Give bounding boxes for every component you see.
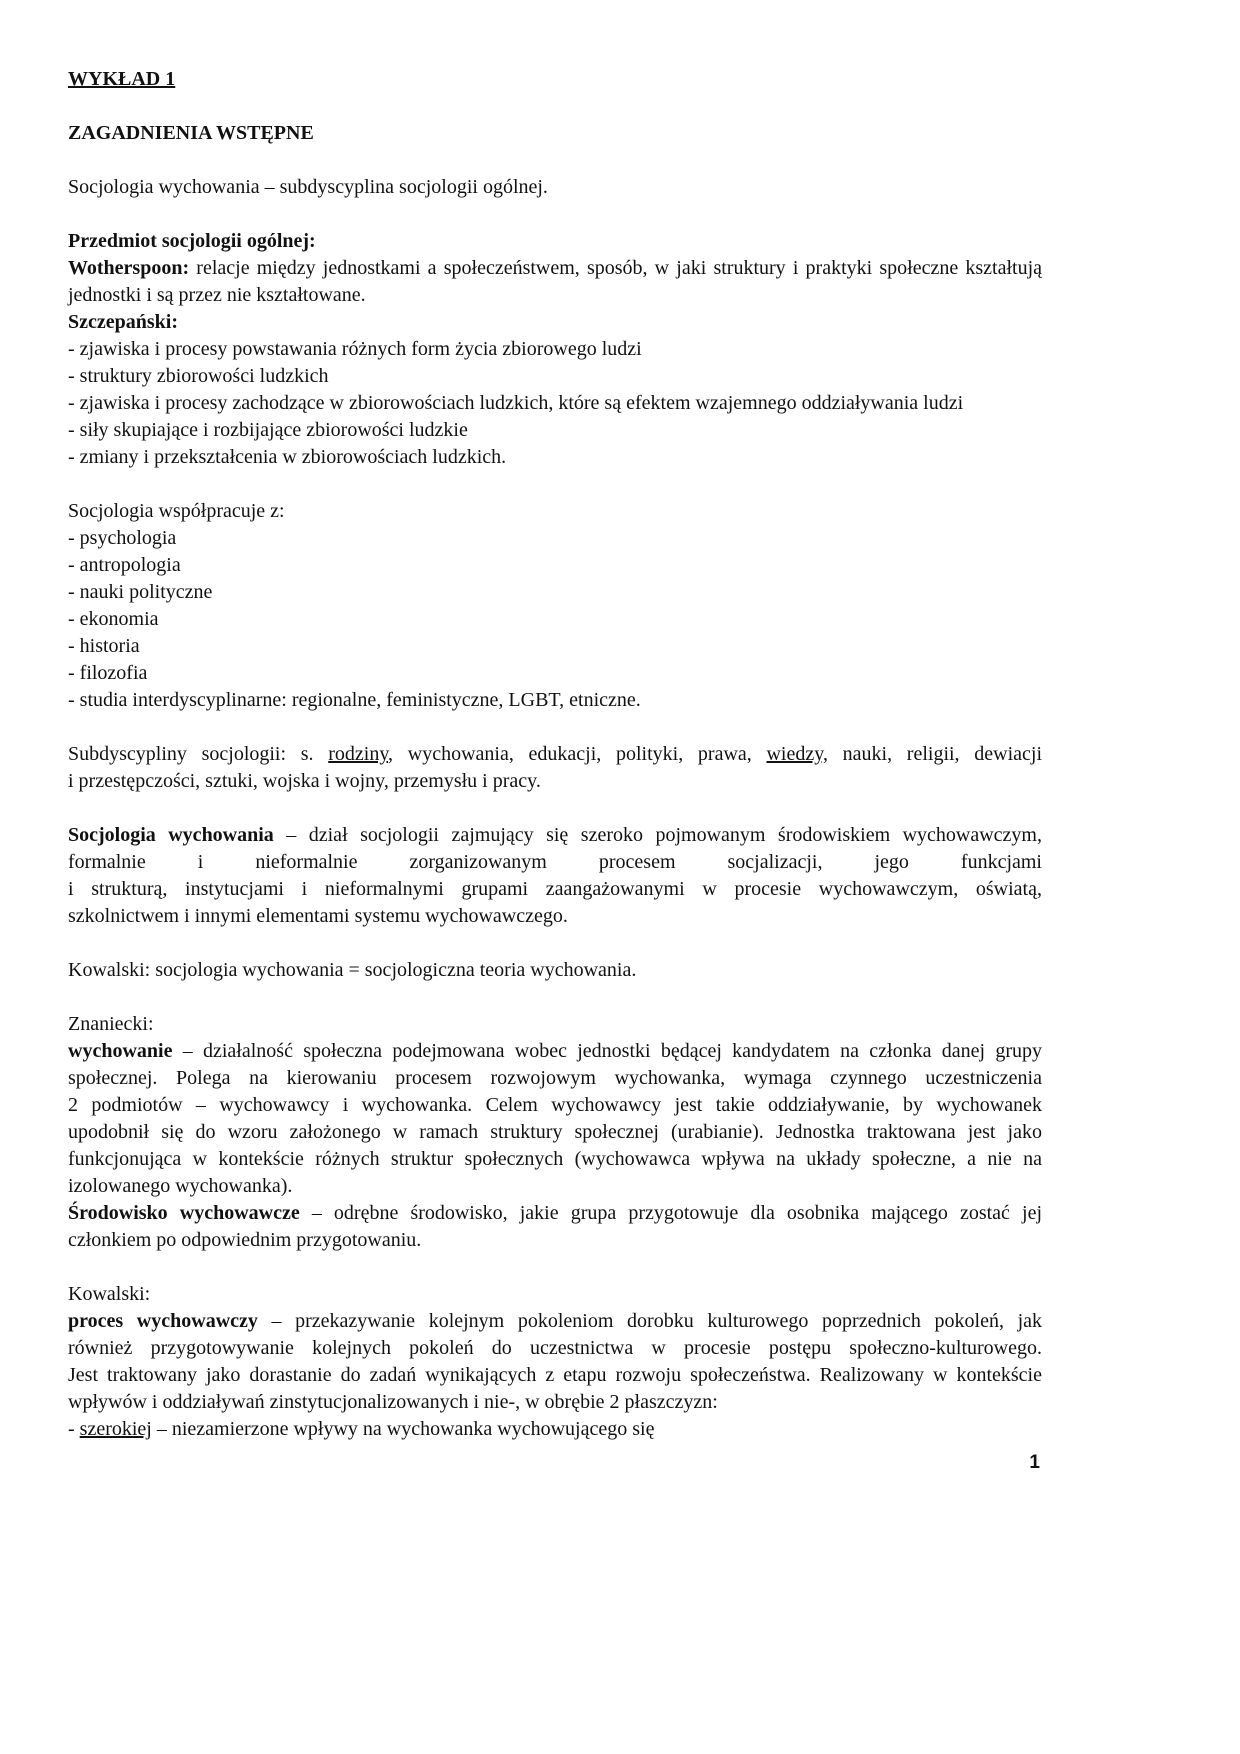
text-line [68,1011,1042,1038]
blank-line [68,93,1042,120]
text-line [68,255,1042,282]
text-segment: formalnie i nieformalnie zorganizowanym procesem socjalizacji, jego funkcjami [68,851,1042,873]
underlined-text: szerokiej [79,1418,152,1440]
blank-line [68,714,1042,741]
text-segment: - zjawiska i procesy zachodzące w zbiorowościach ludzkich, które są efektem wzajemnego oddziaływania ludzi [68,392,964,414]
text-line [68,1038,1042,1065]
text-line [68,1119,1042,1146]
text-segment: nauki, religii, dewiacji [827,743,1042,765]
text-segment: Socjologia wychowania – subdyscyplina socjologii ogólnej. [68,176,548,198]
text-segment: również przygotowywanie kolejnych pokoleń do uczestnictwa w procesie postępu społeczno-kulturowego. [68,1337,1042,1359]
text-line [68,174,1042,201]
document-page [68,66,1042,1443]
text-line [68,336,1042,363]
text-segment: jednostki i są przez nie kształtowane. [68,284,366,306]
text-segment: – odrębne środowisko, jakie grupa przygotowuje dla osobnika mającego zostać jej [299,1202,1042,1224]
text-segment: - studia interdyscyplinarne: regionalne, feministyczne, LGBT, etniczne. [68,689,641,711]
text-segment: relacje między jednostkami a społeczeństwem, sposób, w jaki struktury i praktyki społeczne kształtują [189,257,1042,279]
text-segment: upodobnił się do wzoru założonego w ramach struktury społecznej (urabianie). Jednostka traktowana jest jako [68,1121,1042,1143]
text-segment: - nauki polityczne [68,581,213,603]
text-segment: społecznej. Polega na kierowaniu procesem rozwojowym wychowanka, wymaga czynnego uczestniczenia [68,1067,1042,1089]
text-segment: Jest traktowany jako dorastanie do zadań wynikających z etapu rozwoju społeczeństwa. Realizowany w kontekście [68,1364,1042,1386]
text-segment: Subdyscypliny socjologii: s. [68,743,329,765]
text-segment: - zmiany i przekształcenia w zbiorowościach ludzkich. [68,446,507,468]
text-line [68,1281,1042,1308]
text-segment: – działalność społeczna podejmowana wobec jednostki będącej kandydatem na członka danej grupy [172,1040,1042,1062]
text-line [68,1146,1042,1173]
text-line [68,1416,1042,1443]
blank-line [68,930,1042,957]
text-segment: i przestępczości, sztuki, wojska i wojny, przemysłu i pracy. [68,770,541,792]
text-line [68,768,1042,795]
text-line [68,120,1042,147]
text-line [68,822,1042,849]
text-segment: członkiem po odpowiednim przygotowaniu. [68,1229,422,1251]
text-segment: wpływów i oddziaływań zinstytucjonalizowanych i nie-, w obrębie 2 płaszczyzn: [68,1391,718,1413]
text-segment: Kowalski: socjologia wychowania = socjologiczna teoria wychowania. [68,959,637,981]
text-segment: - psychologia [68,527,177,549]
text-line [68,1389,1042,1416]
text-line [68,660,1042,687]
text-line [68,498,1042,525]
text-line [68,1173,1042,1200]
text-segment: - siły skupiające i rozbijające zbiorowości ludzkie [68,419,468,441]
text-segment: izolowanego wychowanka). [68,1175,293,1197]
text-line [68,741,1042,768]
bold-term: WYKŁAD 1 [68,68,176,90]
text-line [68,66,1042,93]
bold-term: Środowisko wychowawcze [68,1202,300,1224]
text-line [68,957,1042,984]
text-line [68,390,1042,417]
text-line [68,525,1042,552]
underlined-text: rodziny [328,743,389,765]
text-segment: - antropologia [68,554,181,576]
text-segment: – dział socjologii zajmujący się szeroko pojmowanym środowiskiem wychowawczym, [273,824,1042,846]
text-line [68,876,1042,903]
blank-line [68,201,1042,228]
text-line [68,1335,1042,1362]
bold-term: Socjologia wychowania [68,824,274,846]
text-segment: – niezamierzone wpływy na wychowanka wychowującego się [151,1418,655,1440]
text-segment: Socjologia współpracuje z: [68,500,285,522]
blank-line [68,984,1042,1011]
bold-term: wychowanie [68,1040,173,1062]
text-line [68,903,1042,930]
text-line [68,1227,1042,1254]
text-segment: - filozofia [68,662,148,684]
text-segment: , wychowania, edukacji, polityki, prawa, [388,743,767,765]
text-segment: - zjawiska i procesy powstawania różnych form życia zbiorowego ludzi [68,338,642,360]
bold-term: Szczepański: [68,311,178,333]
blank-line [68,795,1042,822]
text-segment: Kowalski: [68,1283,151,1305]
text-line [68,1092,1042,1119]
text-line [68,687,1042,714]
text-segment: - ekonomia [68,608,159,630]
text-segment: funkcjonująca w kontekście różnych struktur społecznych (wychowawca wpływa na układy społeczne, a nie na [68,1148,1042,1170]
text-segment: i strukturą, instytucjami i nieformalnymi grupami zaangażowanymi w procesie wychowawczym, oświatą, [68,878,1042,900]
text-segment: - [68,1418,80,1440]
text-line [68,282,1042,309]
text-line [68,1200,1042,1227]
blank-line [68,1254,1042,1281]
text-line [68,309,1042,336]
text-line [68,363,1042,390]
text-line [68,579,1042,606]
text-segment: – przekazywanie kolejnym pokoleniom dorobku kulturowego poprzednich pokoleń, jak [257,1310,1042,1332]
text-line [68,1308,1042,1335]
text-line [68,417,1042,444]
text-line [68,849,1042,876]
text-segment: Znaniecki: [68,1013,154,1035]
bold-term: Przedmiot socjologii ogólnej: [68,230,316,252]
blank-line [68,471,1042,498]
underlined-text: wiedzy, [766,743,828,765]
text-line [68,228,1042,255]
text-segment: - struktury zbiorowości ludzkich [68,365,329,387]
text-segment: szkolnictwem i innymi elementami systemu wychowawczego. [68,905,568,927]
bold-term: proces wychowawczy [68,1310,258,1332]
text-segment: 2 podmiotów – wychowawcy i wychowanka. Celem wychowawcy jest takie oddziaływanie, by wychowanek [68,1094,1042,1116]
text-line [68,606,1042,633]
page-number: 1 [1029,1452,1040,1473]
text-line [68,633,1042,660]
text-line [68,552,1042,579]
text-segment: - historia [68,635,140,657]
text-line [68,1362,1042,1389]
text-line [68,444,1042,471]
bold-term: ZAGADNIENIA WSTĘPNE [68,122,314,144]
blank-line [68,147,1042,174]
text-line [68,1065,1042,1092]
bold-term: Wotherspoon: [68,257,190,279]
